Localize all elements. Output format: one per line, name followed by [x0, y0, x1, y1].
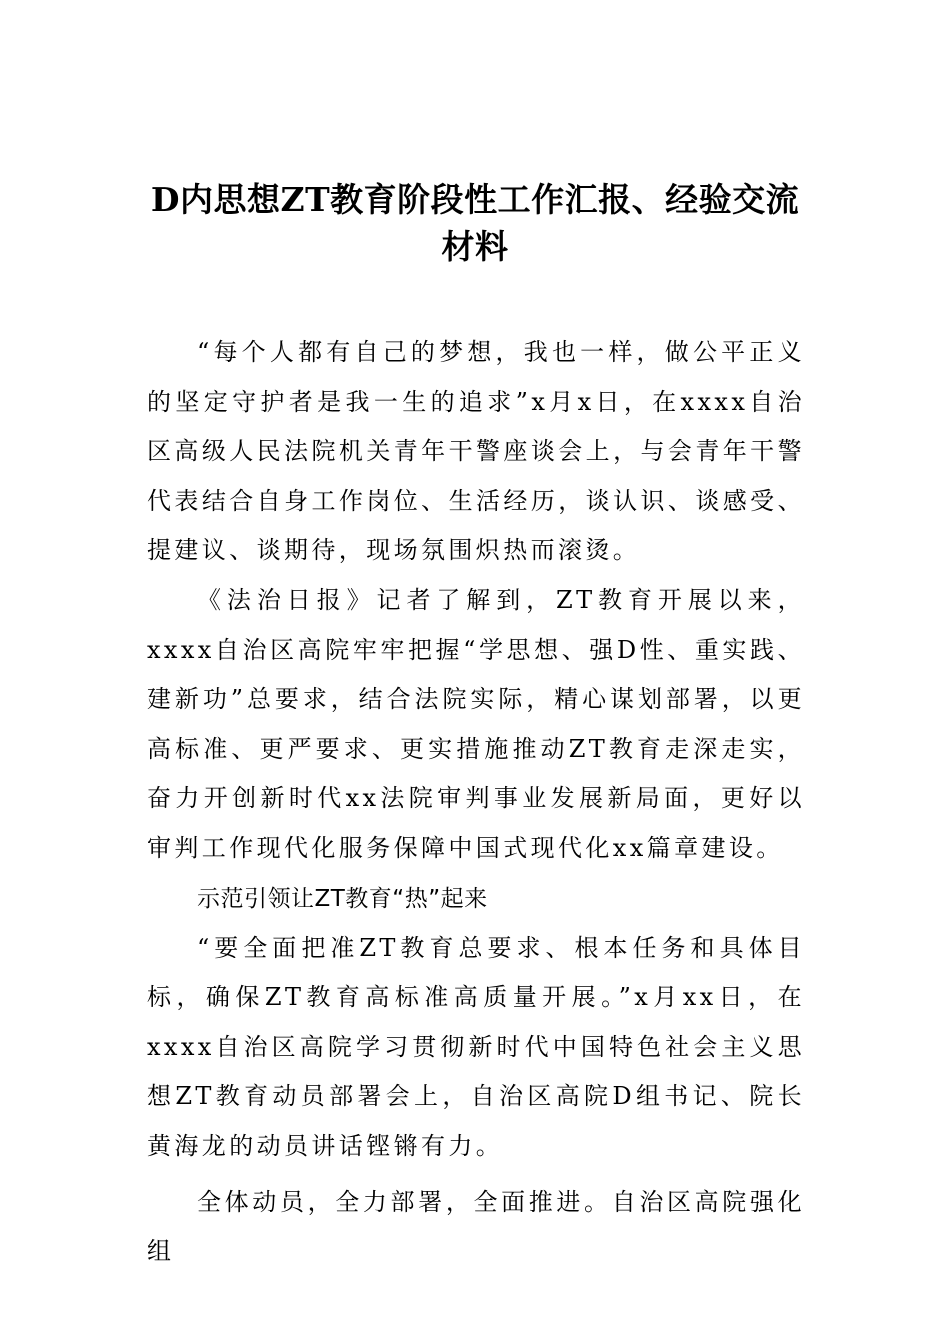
paragraph-4: 全体动员，全力部署，全面推进。自治区高院强化组: [147, 1187, 805, 1266]
document-body: [147, 328, 805, 1277]
document-title: D内思想ZT教育阶段性工作汇报、经验交流材料: [150, 180, 800, 266]
section-heading: 示范引领让ZT教育“热”起来: [197, 885, 488, 912]
paragraph-3: “要全面把准ZT教育总要求、根本任务和具体目标，确保ZT教育高标准高质量开展。”x月xx日，在xxxx自治区高院学习贯彻新时代中国特色社会主义思想ZT教育动员部署会上，自治区高院D组书记、院长黄海龙的动员讲话铿锵有力。: [147, 933, 805, 1160]
paragraph-2: 《法治日报》记者了解到，ZT教育开展以来，xxxx自治区高院牢牢把握“学思想、强D性、重实践、建新功”总要求，结合法院实际，精心谋划部署，以更高标准、更严要求、更实措施推动ZT教育走深走实，奋力开创新时代xx法院审判事业发展新局面，更好以审判工作现代化服务保障中国式现代化xx篇章建设。: [147, 585, 805, 862]
paragraph-1: “每个人都有自己的梦想，我也一样，做公平正义的坚定守护者是我一生的追求”x月x日，在xxxx自治区高级人民法院机关青年干警座谈会上，与会青年干警代表结合自身工作岗位、生活经历，谈认识、谈感受、提建议、谈期待，现场氛围炽热而滚烫。: [147, 338, 805, 565]
